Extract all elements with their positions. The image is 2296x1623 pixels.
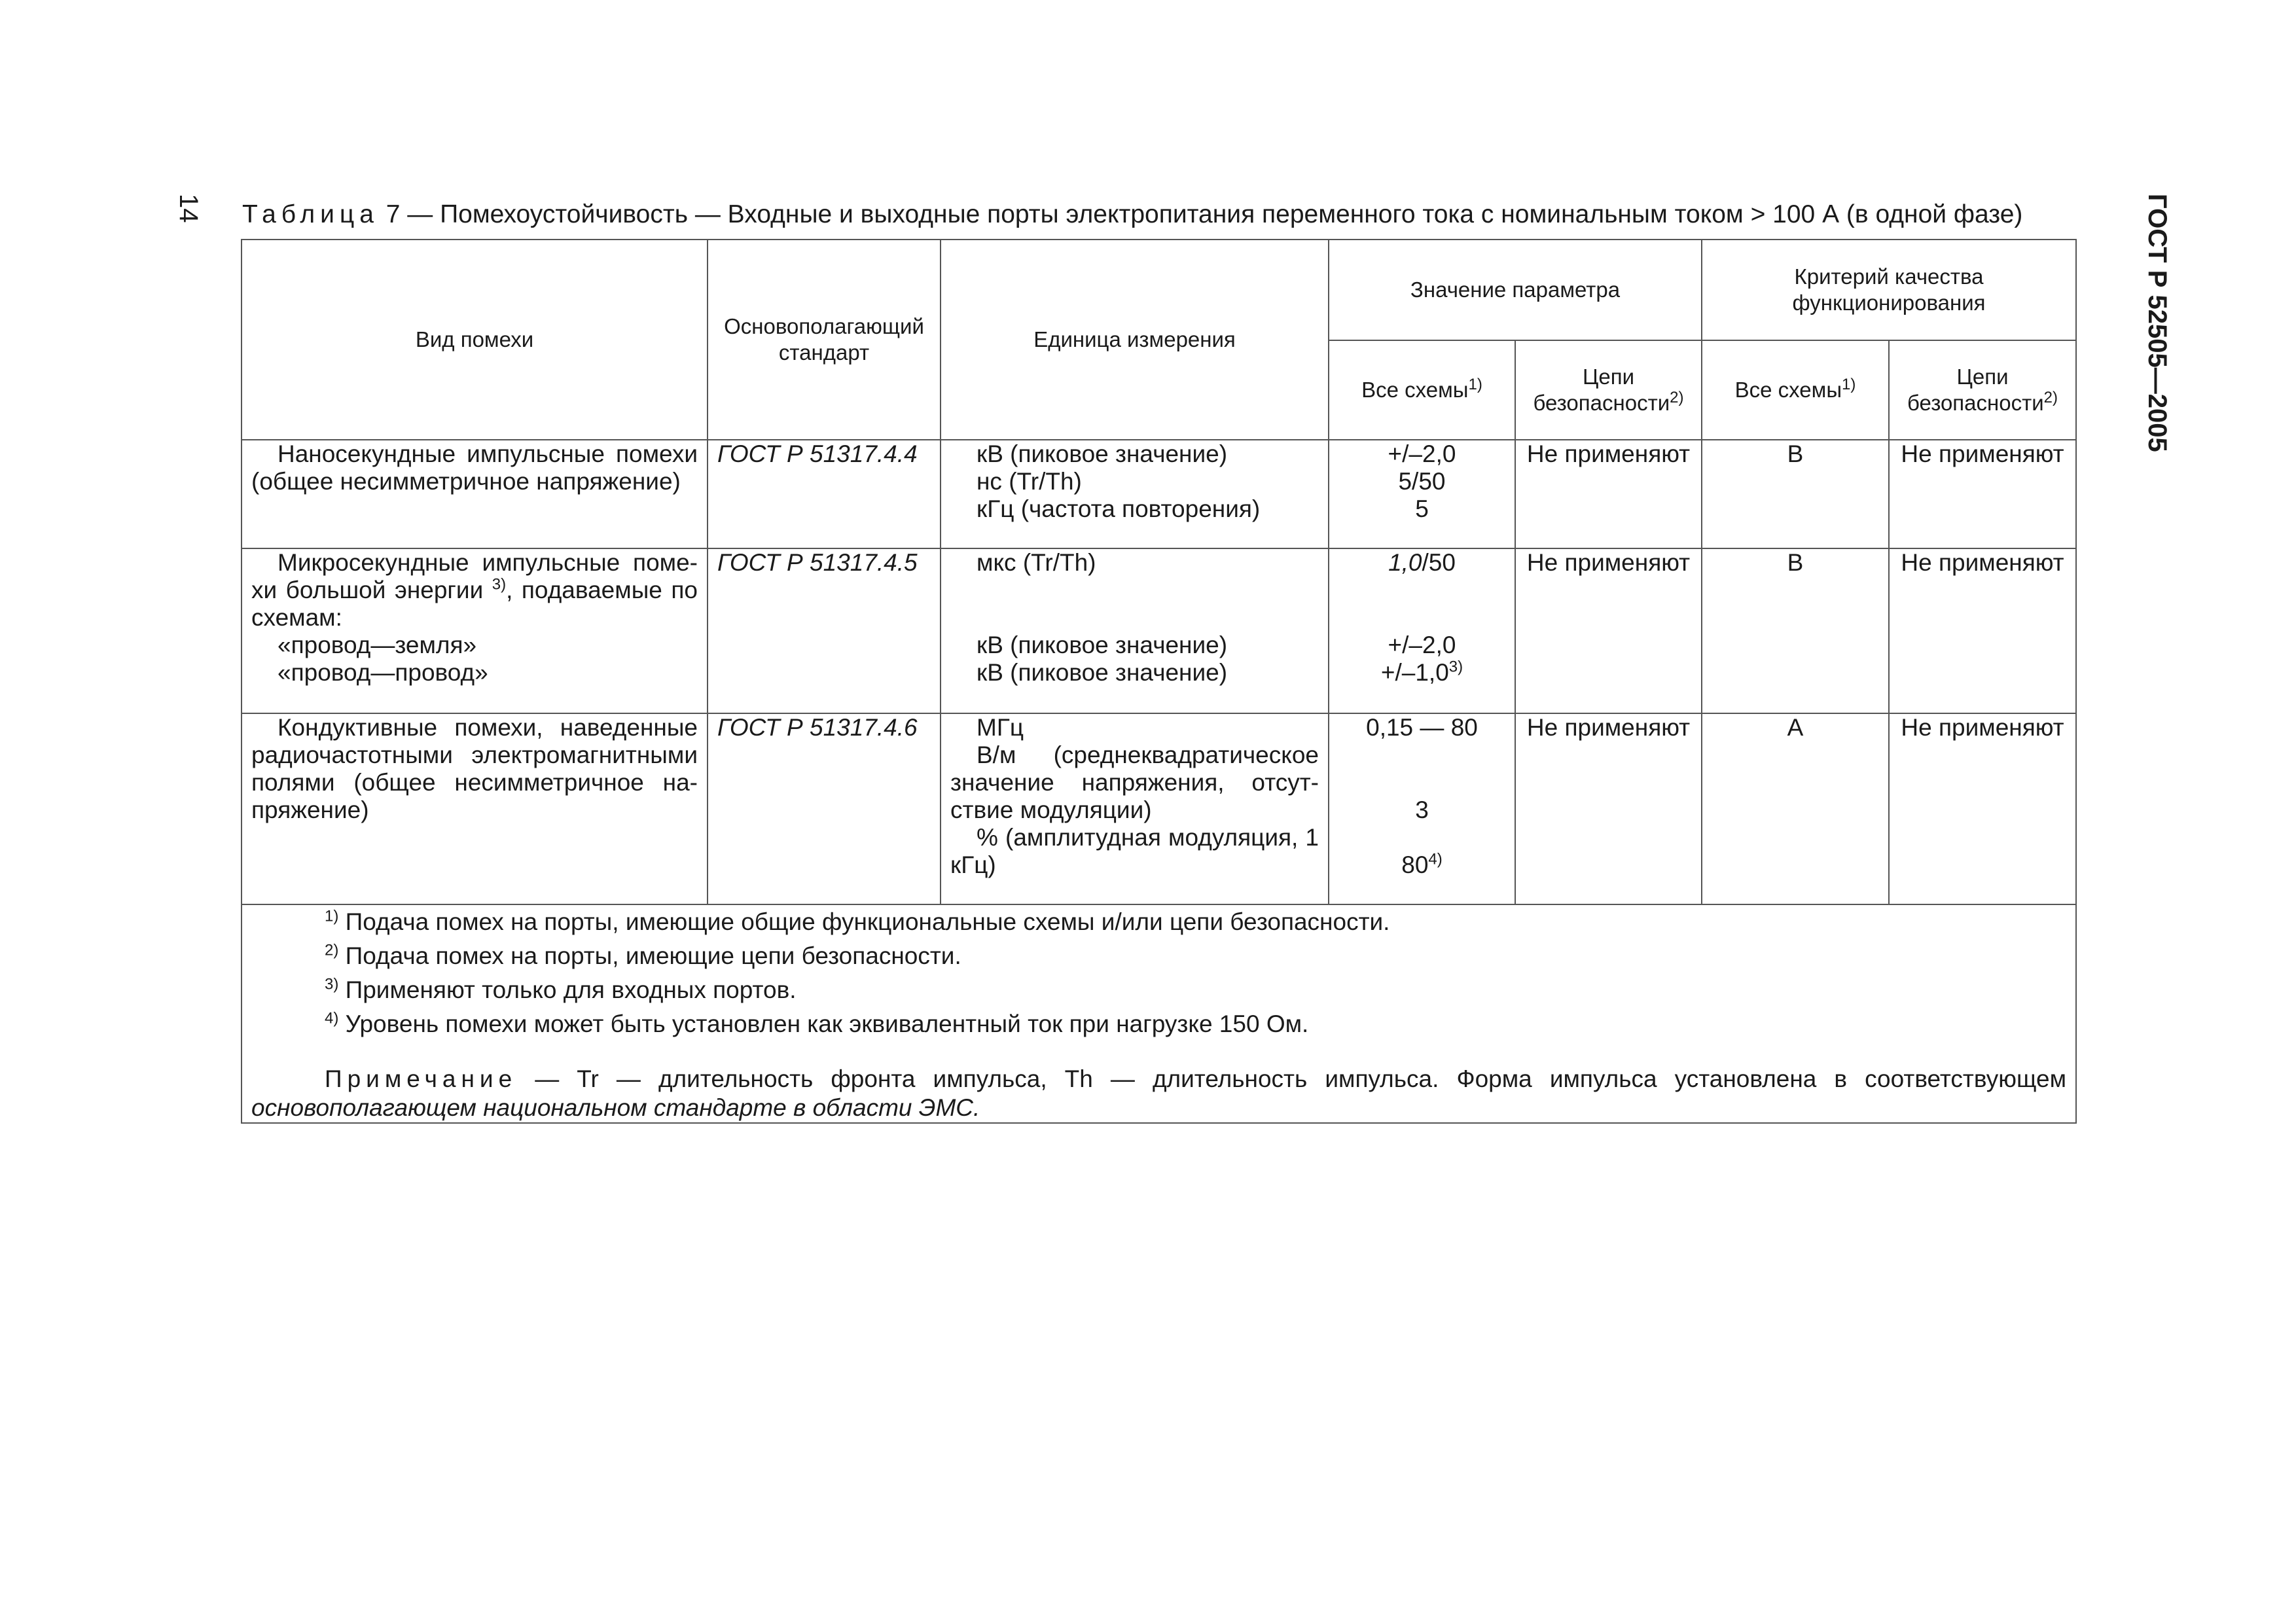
page-number: 14 <box>174 194 203 223</box>
table-caption <box>242 200 2022 229</box>
footnote-1: $^{1)}$ Подача помех на порты, имеющие общие функциональные схемы и/или цепи безопасности. <box>325 907 1390 935</box>
header-unit: Единица измерения <box>941 240 1329 440</box>
value-safety: Не применяют <box>1515 713 1702 904</box>
table-note: Примечание — Tr — длительность фронта импульса, Th — длительность импульса. Форма импульса установлена в соответствующем основополагающем национальном стандарте в области ЭМС. <box>251 1065 2067 1121</box>
unit-cell: кВ (пиковое значение) нс (Tr/Th) кГц (частота повторения) <box>941 440 1329 548</box>
criterion-safety: Не применяют <box>1889 713 2076 904</box>
value-all-schemes: 1,0/50 +/–2,0 $+/-1,0^{3)}$ <box>1329 548 1515 713</box>
unit-cell: МГц В/м (среднеквадратическое значение напряжения, отсут-ствие модуляции) % (амплитудная модуляция, 1 кГц) <box>941 713 1329 904</box>
disturbance-type: Кондуктивные помехи, наведенные радиочастотными электромагнитными полями (общее несимметричное на-пряжение) <box>242 713 708 904</box>
criterion-all-schemes: В <box>1702 440 1889 548</box>
criterion-safety: Не применяют <box>1889 548 2076 713</box>
document-code: ГОСТ Р 52505—2005 <box>2143 194 2172 452</box>
header-disturbance-type: Вид помехи <box>242 240 708 440</box>
immunity-table <box>241 239 2077 1124</box>
footnote-2: $^{2)}$ Подача помех на порты, имеющие цепи безопасности. <box>325 941 961 969</box>
disturbance-type: Наносекундные импульсные помехи (общее несимметричное напряжение) <box>242 440 708 548</box>
table-footnotes <box>242 904 2076 1123</box>
unit-cell: мкс (Tr/Th) кВ (пиковое значение) кВ (пиковое значение) <box>941 548 1329 713</box>
header-criterion-all-schemes: Все схемы$^{1)}$ <box>1702 340 1889 440</box>
disturbance-type: Микросекундные импульсные поме-хи большой энергии $^{3)}$, подаваемые по схемам: «провод—земля» «провод—провод» <box>242 548 708 713</box>
table-row <box>242 713 2076 904</box>
header-value-all-schemes: Все схемы$^{1)}$ <box>1329 340 1515 440</box>
basic-standard: ГОСТ Р 51317.4.5 <box>708 548 941 713</box>
header-basic-standard: Основополагающий стандарт <box>708 240 941 440</box>
criterion-all-schemes: А <box>1702 713 1889 904</box>
value-safety: Не применяют <box>1515 440 1702 548</box>
criterion-safety: Не применяют <box>1889 440 2076 548</box>
basic-standard: ГОСТ Р 51317.4.6 <box>708 713 941 904</box>
caption-text: 7 — Помехоустойчивость — Входные и выходные порты электропитания переменного тока с номинальным током > 100 А (в одной фазе) <box>378 200 2023 228</box>
footnote-3: $^{3)}$ Применяют только для входных портов. <box>325 975 797 1003</box>
footnote-4: $^{4)}$ Уровень помехи может быть установлен как эквивалентный ток при нагрузке 150 Ом. <box>325 1009 1309 1037</box>
value-all-schemes: 0,15 — 80 3 80$^{4)}$ <box>1329 713 1515 904</box>
header-performance-criterion: Критерий качества функционирования <box>1702 240 2076 340</box>
header-parameter-value: Значение параметра <box>1329 240 1702 340</box>
table-row <box>242 440 2076 548</box>
criterion-all-schemes: В <box>1702 548 1889 713</box>
basic-standard: ГОСТ Р 51317.4.4 <box>708 440 941 548</box>
value-safety: Не применяют <box>1515 548 1702 713</box>
value-all-schemes: +/–2,0 5/50 5 <box>1329 440 1515 548</box>
table-row <box>242 548 2076 713</box>
header-value-safety: Цепи безопасности$^{2)}$ <box>1515 340 1702 440</box>
header-criterion-safety: Цепи безопасности$^{2)}$ <box>1889 340 2076 440</box>
caption-prefix: Таблица <box>242 200 379 228</box>
